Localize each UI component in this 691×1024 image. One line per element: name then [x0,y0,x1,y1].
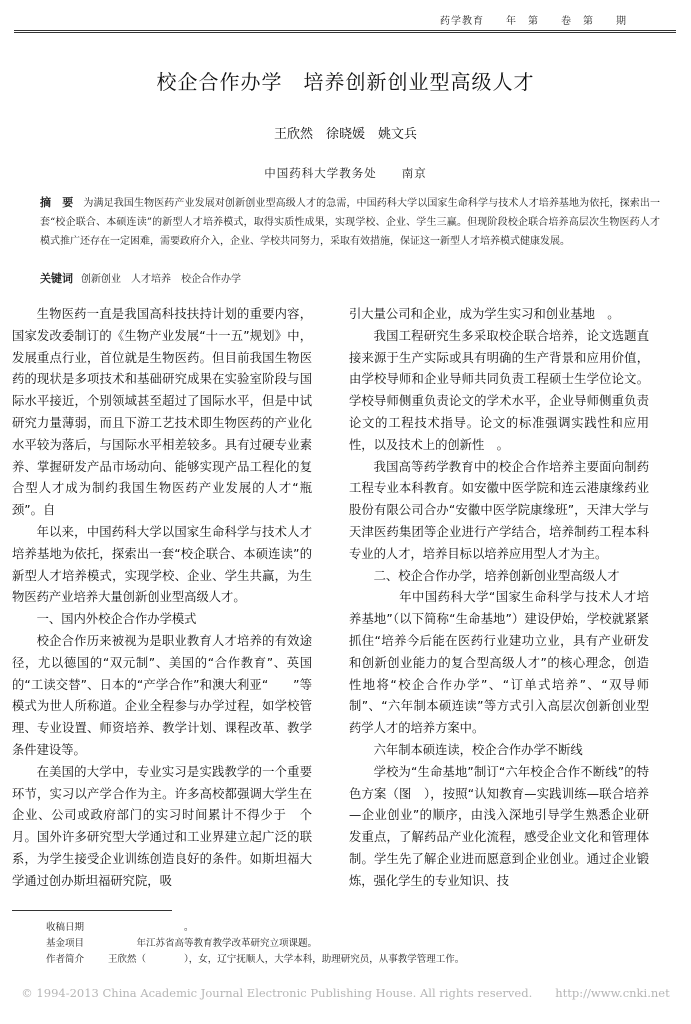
body-paragraph: 我国高等药学教育中的校企合作培养主要面向制药工程专业本科教育。如安徽中医学院和连云港康缘药业股份有限公司合办“安徽中医学院康缘班”，天津大学与天津医药集团等企业进行产学结合，培养制药工程本科专业的人才，培养目标以培养应用型人才为主。 [349,459,649,561]
footnote-text: 王欣然（ ），女，辽宁抚顺人，大学本科，助理研究员，从事教学管理工作。 [108,954,465,965]
footnote-text: 年江苏省高等教育教学改革研究立项课题。 [108,938,318,949]
footnote-label: 作者简介 [46,954,85,965]
body-paragraph: 在美国的大学中，专业实习是实践教学的一个重要环节，实习以产学合作为主。许多高校都强调大学生在企业、公司或政府部门的实习时间累计不得少于 个月。国外许多研究型大学通过和工业界建立起广泛的联系，为学生接受企业训练创造良好的条件。如斯坦福大学通过创办斯坦福研究院，吸 [12,764,312,888]
body-paragraph: 我国工程研究生多采取校企联合培养，论文选题直接来源于生产实际或具有明确的生产背景和应用价值，由学校导师和企业导师共同负责工程硕士生学位论文。学校导师侧重负责论文的学术水平，企业导师侧重负责论文的工程技术指导。论文的标准强调实践性和应用性，以及技术上的创新性 。 [349,328,649,452]
abstract [40,193,660,251]
body-paragraph: 校企合作历来被视为是职业教育人才培养的有效途径，尤以德国的“双元制”、美国的“合作教育”、英国的“工读交替”、日本的“产学合作”和澳大利亚“ ”等模式为世人所称道。企业全程参与办学过程，如学校管理、专业设置、师资培养、教学计划、课程改革、教学条件建设等。 [12,633,312,757]
body-paragraph: 年以来，中国药科大学以国家生命科学与技术人才培养基地为依托，探索出一套“校企联合、本硕连读”的新型人才培养模式，实现学校、企业、学生共赢，为生物医药产业培养大量创新创业型高级人才。 [12,524,312,605]
footnotes [46,920,646,968]
body-column-right [349,304,649,893]
footnote-text: 。 [108,922,194,933]
abstract-text: 为满足我国生物医药产业发展对创新创业型高级人才的急需，中国药科大学以国家生命科学与技术人才培养基地为依托，探索出一套“校企联合、本硕连读”的新型人才培养模式，取得实质性成果，实现学校、企业、学生三赢。但现阶段校企联合培养高层次生物医药人才模式推广还存在一定困难，需要政府介入，企业、学校共同努力，采取有效措施，保证这一新型人才培养模式健康发展。 [40,198,661,247]
footnote-item [46,936,646,952]
article-title: 校企合作办学 培养创新创业型高级人才 [156,70,535,94]
copyright-notice: © 1994-2013 China Academic Journal Electronic Publishing House. All rights reserved. http://www.cnki.net [21,986,670,1000]
keywords [40,270,660,286]
body-paragraph: 学校为“生命基地”制订“六年校企合作不断线”的特色方案（图 ），按照“认知教育—实践训练—联合培养—企业创业”的顺序，由浅入深地引导学生熟悉企业研发重点，了解药品产业化流程，感受企业文化和管理体制。学生先了解企业进而愿意到企业创业。通过企业锻炼，强化学生的专业知识、技 [349,764,649,888]
abstract-label: 摘 要 [40,196,74,209]
footnote-item [46,920,646,936]
footnote-label: 基金项目 [46,938,85,949]
footnote-label: 收稿日期 [46,922,85,933]
article-authors: 王欣然 徐晓媛 姚文兵 [273,127,417,142]
article-affiliation: 中国药科大学教务处 南京 [264,166,427,180]
section-heading: 六年制本硕连读，校企合作办学不断线 [373,742,583,757]
body-paragraph: 生物医药一直是我国高科技扶持计划的重要内容，国家发改委制订的《生物产业发展“十一五”规划》中，发展重点行业，首位就是生物医药。但目前我国生物医药的现状是多项技术和基础研究成果在实验室阶段与国际水平接近，个别领域甚至超过了国际水平，但是中试研究力量薄弱，而且下游工艺技术即生物医药的产业化水平较为落后，与国际水平相差较多。具有过硬专业素养、掌握研发产品市场动向、能够实现产品工程化的复合型人才成为制约我国生物医药产业发展的人才“瓶颈”。自 [12,307,312,518]
body-paragraph: 年中国药科大学“国家生命科学与技术人才培养基地”（以下简称“生命基地”）建设伊始，学校就紧紧抓住“培养今后能在医药行业建功立业，具有产业研发和创新创业能力的复合型高级人才”的核心理念，创造性地将“校企合作办学”、“订单式培养”、“双导师制”、“六年制本硕连读”等方式引入高层次创新创业型药学人才的培养方案中。 [349,590,649,736]
section-heading: 二、校企合作办学，培养创新创业型高级人才 [373,568,620,583]
body-column-left [12,304,312,893]
journal-header: 药学教育 年 第 卷 第 期 [440,16,627,27]
keywords-label: 关键词 [40,272,73,285]
section-heading: 一、国内外校企合作办学模式 [36,612,197,627]
header-rule [14,30,676,33]
keywords-text: 创新创业 人才培养 校企合作办学 [81,274,241,285]
body-paragraph: 引大量公司和企业，成为学生实习和创业基地 。 [349,307,620,321]
footnote-item [46,952,646,968]
footnote-rule [12,910,172,911]
